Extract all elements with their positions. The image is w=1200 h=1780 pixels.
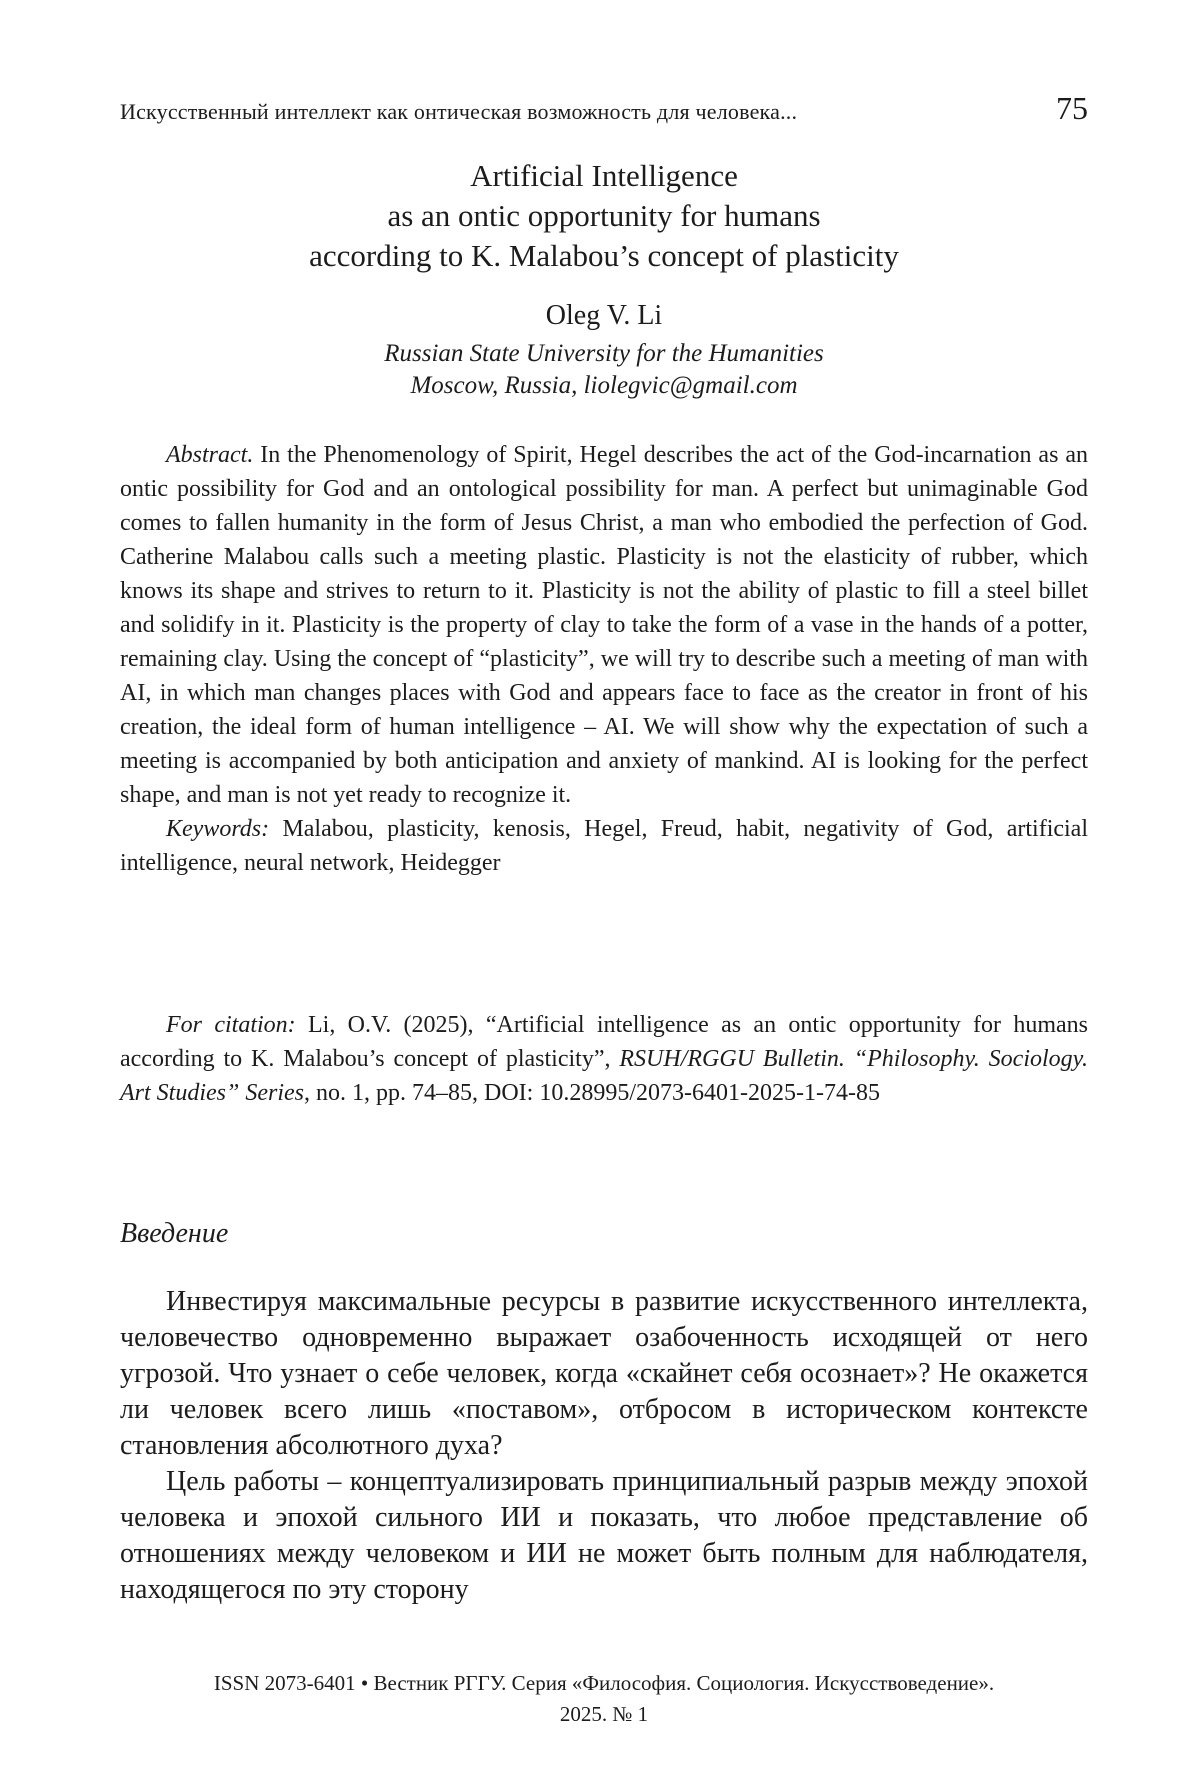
- journal-footer: [120, 1668, 1088, 1730]
- abstract-text: In the Phenomenology of Spirit, Hegel describes the act of the God-incarnation as an ontic possibility for God and an ontological possibility for man. A perfect but unimaginable God comes to fallen humanity in the form of Jesus Christ, a man who embodied the perfection of God. Catherine Malabou calls such a meeting plastic. Plasticity is not the elasticity of rubber, which knows its shape and strives to return to it. Plasticity is not the ability of plastic to fill a steel billet and solidify in it. Plasticity is the property of clay to take the form of a vase in the hands of a potter, remaining clay. Using the concept of “plasticity”, we will try to describe such a meeting of man with AI, in which man changes places with God and appears face to face as the creator in front of his creation, the ideal form of human intelligence – AI. We will show why the expectation of such a meeting is accompanied by both anticipation and anxiety of mankind. AI is looking for the perfect shape, and man is not yet ready to recognize it.: [120, 442, 1088, 808]
- article-title-line-2: as an ontic opportunity for humans: [387, 198, 821, 233]
- citation-label: For citation:: [166, 1012, 296, 1038]
- affiliation-contact: Moscow, Russia, liolegvic@gmail.com: [410, 372, 798, 399]
- citation-section: [120, 1008, 1088, 1110]
- body-paragraph-1: Инвестируя максимальные ресурсы в развитие искусственного интеллекта, человечество одновременно выражает озабоченность исходящей от него угрозой. Что узнает о себе человек, когда «скайнет себя осознает»? Не окажется ли человек всего лишь «поставом», отбросом в историческом контексте становления абсолютного духа?: [120, 1286, 1088, 1461]
- body-paragraph-2: Цель работы – концептуализировать принципиальный разрыв между эпохой человека и эпохой сильного ИИ и показать, что любое представление об отношениях между человеком и ИИ не может быть полным для наблюдателя, находящегося по эту сторону: [120, 1466, 1088, 1605]
- article-title: [120, 156, 1088, 276]
- citation-text: Li, O.V. (2025), “Artificial intelligence as an ontic opportunity for humans according to K. Malabou’s concept of plasticity”,: [120, 1012, 1089, 1072]
- citation-tail: , no. 1, pp. 74–85, DOI: 10.28995/2073-6401-2025-1-74-85: [304, 1080, 880, 1106]
- affiliation-institution: Russian State University for the Humanities: [384, 340, 824, 367]
- author-name: Oleg V. Li: [545, 300, 663, 331]
- abstract-label: Abstract.: [166, 442, 254, 468]
- page-number: 75: [1056, 90, 1088, 126]
- citation-paragraph: [120, 1008, 1088, 1110]
- keywords-paragraph: [120, 812, 1088, 880]
- keywords-text: Malabou, plasticity, kenosis, Hegel, Freud, habit, negativity of God, artificial intelligence, neural network, Heidegger: [120, 816, 1088, 876]
- citation-journal: RSUH/RGGU Bulletin. “Philosophy. Sociology. Art Studies” Series: [120, 1046, 1088, 1106]
- body-text: [120, 1284, 1088, 1608]
- footer-issue-line: 2025. № 1: [559, 1702, 649, 1726]
- section-heading-introduction: Введение: [120, 1218, 229, 1249]
- keywords-label: Keywords:: [166, 816, 270, 842]
- abstract-section: [120, 438, 1088, 880]
- article-title-line-3: according to K. Malabou’s concept of plasticity: [309, 238, 899, 273]
- running-header: [120, 92, 1088, 125]
- footer-issn-line: ISSN 2073-6401 • Вестник РГГУ. Серия «Философия. Социология. Искусствоведение».: [213, 1671, 995, 1695]
- abstract-paragraph: [120, 438, 1088, 812]
- author-affiliation: [120, 338, 1088, 402]
- article-title-line-1: Artificial Intelligence: [470, 158, 738, 193]
- running-title: Искусственный интеллект как онтическая возможность для человека...: [120, 99, 798, 124]
